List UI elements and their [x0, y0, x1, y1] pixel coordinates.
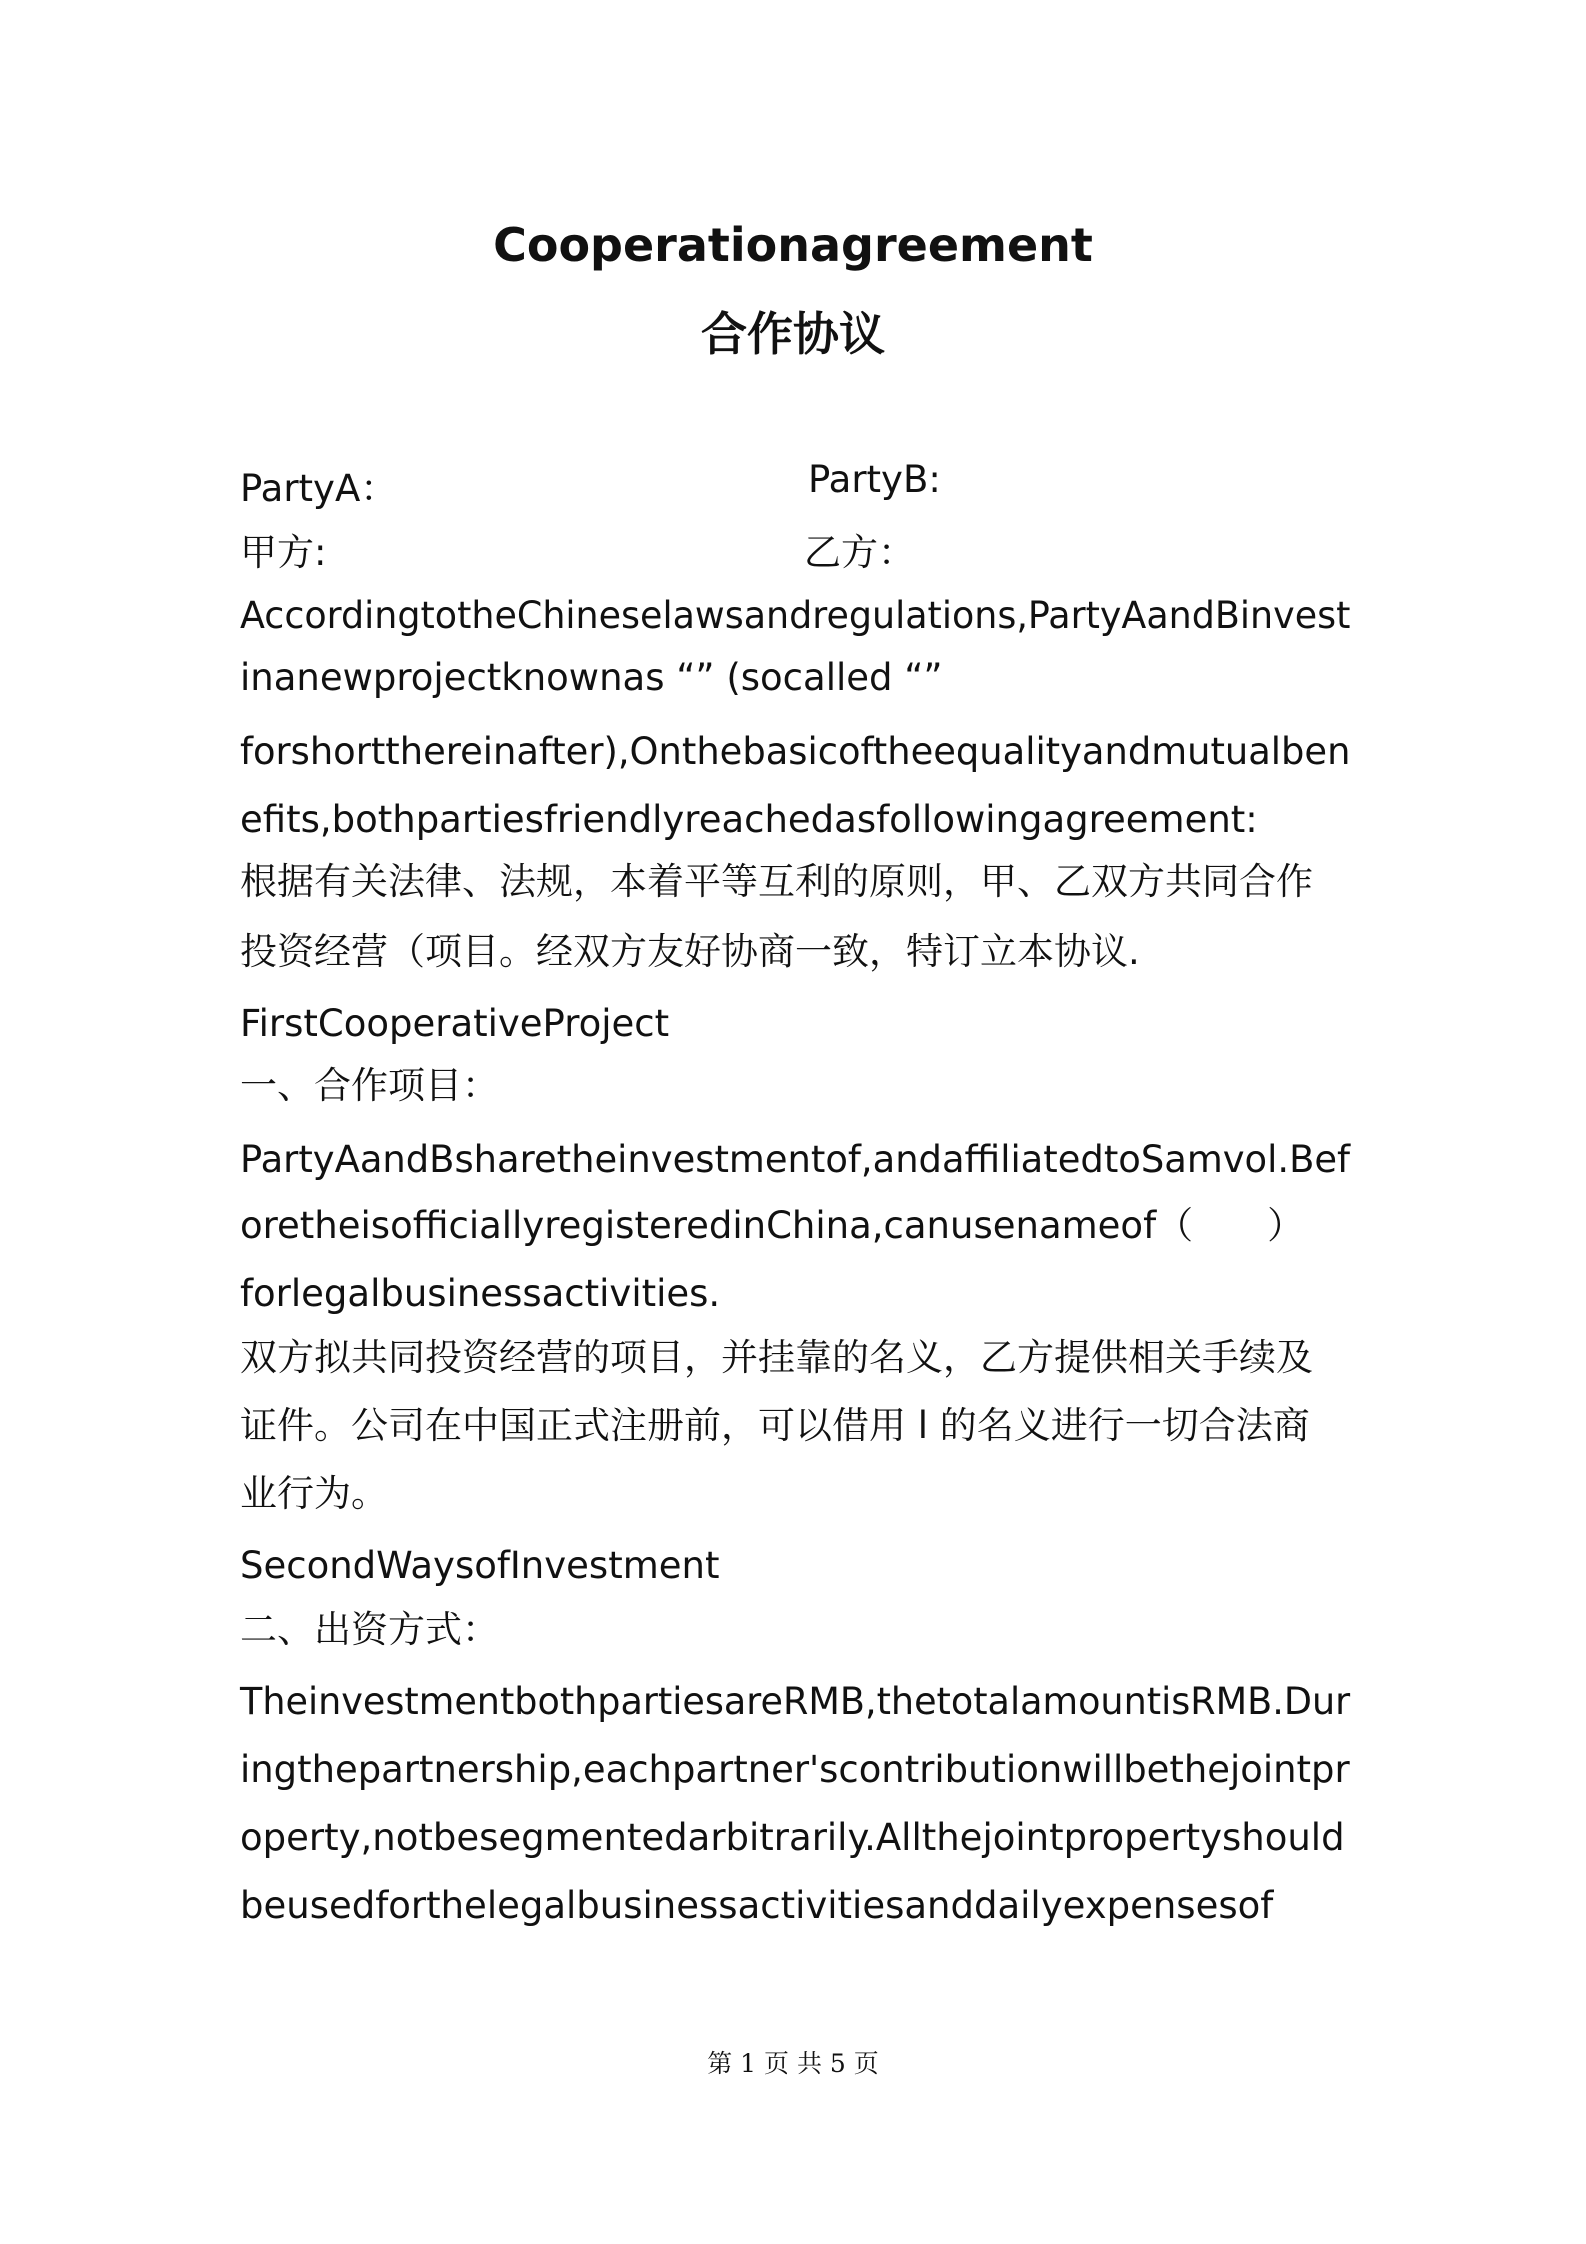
page-number-footer: 第 1 页 共 5 页	[707, 2049, 879, 2078]
section-heading-zh: 二、出资方式：	[240, 1608, 499, 1651]
party-b-label-zh: 乙方：	[804, 531, 915, 574]
body-line: TheinvestmentbothpartiesareRMB,thetotalamountisRMB.Dur	[240, 1680, 1351, 1723]
body-line: ingthepartnership,eachpartner'scontributionwillbethejointpr	[240, 1748, 1350, 1791]
body-line: forlegalbusinessactivities.	[240, 1272, 721, 1315]
body-line: 双方拟共同投资经营的项目，并挂靠的名义，乙方提供相关手续及	[240, 1336, 1313, 1379]
body-line: 证件。公司在中国正式注册前，可以借用 l 的名义进行一切合法商	[240, 1404, 1310, 1447]
body-line: oretheisofficiallyregisteredinChina,canusenameof（ ）	[240, 1204, 1305, 1247]
body-line: 投资经营（项目。经双方友好协商一致，特订立本协议.	[240, 930, 1140, 973]
title-english: Cooperationagreement	[493, 218, 1093, 272]
title-chinese: 合作协议	[701, 307, 885, 361]
body-line: 根据有关法律、法规，本着平等互利的原则，甲、乙双方共同合作	[240, 860, 1313, 903]
body-line: beusedforthelegalbusinessactivitiesanddailyexpensesof	[240, 1884, 1274, 1927]
body-line: forshortthereinafter),Onthebasicoftheequalityandmutualben	[240, 730, 1351, 773]
body-line: PartyAandBsharetheinvestmentof,andaffiliatedtoSamvol.Bef	[240, 1138, 1351, 1181]
body-line: operty,notbesegmentedarbitrarily.Allthejointpropertyshould	[240, 1816, 1345, 1859]
party-a-label-zh: 甲方:	[240, 531, 327, 574]
body-line: 业行为。	[240, 1472, 388, 1515]
party-b-label-en: PartyB:	[808, 458, 941, 501]
section-heading-zh: 一、合作项目：	[240, 1064, 499, 1107]
body-line: inanewprojectknownas “” (socalled “”	[240, 656, 943, 699]
section-heading-en: FirstCooperativeProject	[240, 1002, 670, 1045]
section-heading-en: SecondWaysofInvestment	[240, 1544, 720, 1587]
body-line: AccordingtotheChineselawsandregulations,PartyAandBinvest	[240, 594, 1351, 637]
body-line: efits,bothpartiesfriendlyreachedasfollowingagreement:	[240, 798, 1258, 841]
party-a-label-en: PartyA：	[240, 467, 398, 510]
